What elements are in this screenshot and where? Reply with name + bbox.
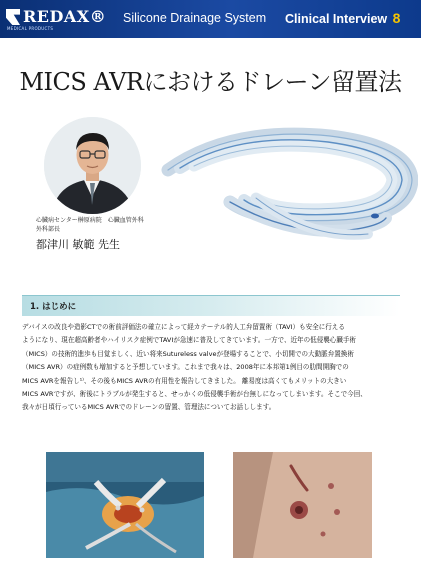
- chest-scene: [233, 452, 372, 558]
- intro-paragraph: [22, 321, 404, 415]
- paragraph-line: MICS AVRですが、術後にトラブルが発生すると、せっかくの低侵襲手術が台無しになってしまいます。そこで今回、: [22, 389, 367, 398]
- section-heading: 1. はじめに: [30, 302, 77, 312]
- portrait-photo: [44, 117, 141, 214]
- affiliation-line-1: 心臓病センター榊原病院 心臓血管外科: [36, 217, 144, 224]
- paragraph-line: MICS AVRを報告し¹⁾、その後もMICS AVRの有用性を報告してきました。 離易度は高くてもメリットの大きい: [22, 376, 347, 385]
- paragraph-line: 我々が日頃行っているMICS AVRでのドレーンの留置、管理法についてお話しします。: [22, 403, 276, 412]
- paragraph-line: ようになり、現在超高齢者やハイリスク症例でTAVIが急速に普及してきています。一方で、近年の低侵襲心臓手術: [22, 336, 356, 345]
- redax-logo: [6, 7, 116, 29]
- series-label-text: Clinical Interview: [285, 12, 388, 26]
- series-label: [285, 10, 400, 26]
- series-number: 8: [392, 10, 401, 26]
- redax-logo-icon: [6, 9, 20, 25]
- paragraph-line: （MICS AVR）の症例数も増加すると予想しています。これまで我々は、2008年に本邦第1例目の肋間開胸での: [22, 363, 349, 372]
- system-name: Silicone Drainage System: [123, 11, 267, 25]
- affiliation-line-2: 外科部長: [36, 226, 61, 233]
- paragraph-line: （MICS）の技術的進歩も目覚ましく、近い将来Sutureless valveが登場することで、小切開での大動脈弁置換術: [22, 349, 354, 358]
- article-title: MICS AVRにおけるドレーン留置法: [19, 68, 402, 96]
- logo-subtext: MEDICAL PRODUCTS: [7, 26, 54, 31]
- surgery-photo: [46, 452, 204, 558]
- product-image-silicone-drain: [160, 118, 418, 258]
- section-heading-bar: [22, 295, 400, 316]
- surgery-scene: [46, 452, 204, 558]
- portrait-illustration: [44, 117, 141, 214]
- paragraph-line: デバイスの改良や造影CTでの術前評価法の確立によって経カテーテル的人工弁留置術（TAVI）も安全に行える: [22, 323, 345, 331]
- logo-text: REDAX®: [23, 7, 107, 26]
- page-header: [0, 0, 421, 38]
- drain-tube-illustration: [160, 118, 418, 258]
- interviewee-affiliation: [36, 216, 144, 234]
- chest-wound-photo: [233, 452, 372, 558]
- interviewee-name: 都津川 敏範 先生: [36, 238, 120, 251]
